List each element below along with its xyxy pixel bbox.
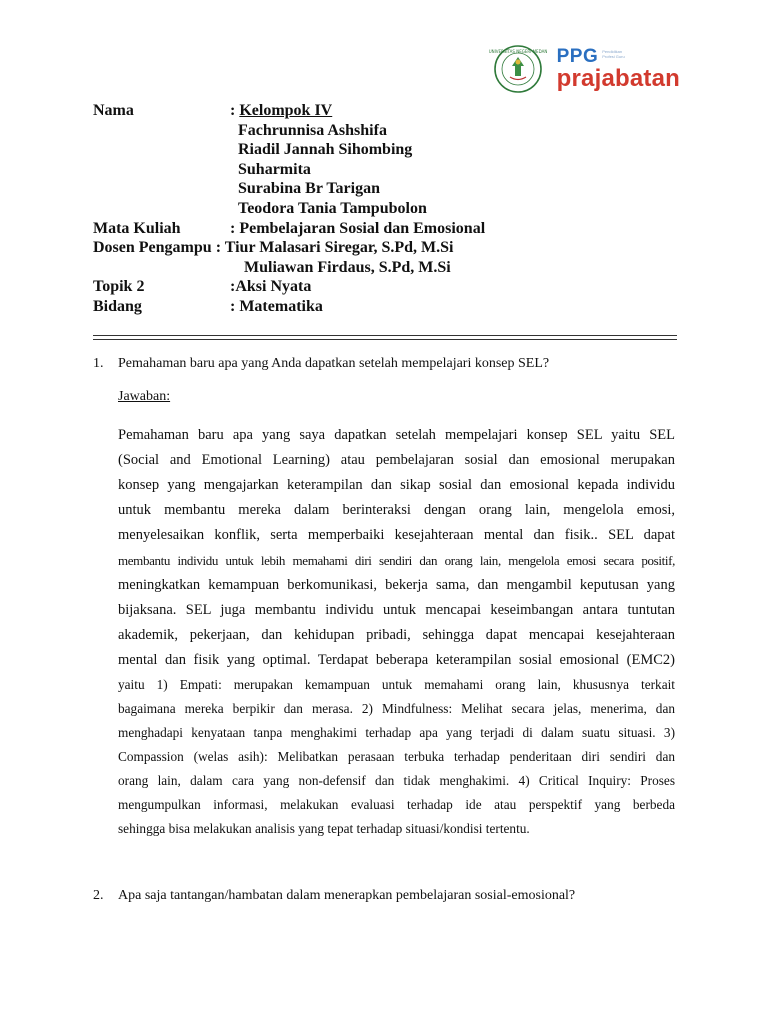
answer-line: untuk membantu mereka dalam berinteraksi dengan orang lain, mengelola emosi, bbox=[118, 502, 675, 518]
answer-line: bijaksana. SEL juga membantu individu untuk mencapai keseimbangan antara tuntutan bbox=[118, 602, 675, 618]
document-header bbox=[93, 101, 693, 317]
question-number: 1. bbox=[93, 356, 104, 371]
member-row bbox=[93, 179, 693, 199]
bidang-label: Bidang bbox=[93, 297, 142, 315]
ppg-prajabatan-logo bbox=[557, 47, 680, 91]
answer-line: mengumpulkan informasi, melakukan evaluasi terhadap ide atau perspektif yang berbeda bbox=[118, 797, 675, 812]
member-name: Teodora Tania Tampubolon bbox=[238, 199, 427, 217]
question-text: Apa saja tantangan/hambatan dalam menerapkan pembelajaran sosial-emosional? bbox=[118, 888, 576, 903]
question-text: Pemahaman baru apa yang Anda dapatkan setelah mempelajari konsep SEL? bbox=[118, 356, 550, 371]
answer-line: Pemahaman baru apa yang saya dapatkan setelah mempelajari konsep SEL yaitu SEL bbox=[118, 427, 675, 443]
member-row bbox=[93, 121, 693, 141]
answer-line: konsep yang mengajarkan keterampilan dan sikap sosial dan emosional kepada individu bbox=[118, 477, 675, 493]
seal-text: UNIVERSITAS NEGERI MEDAN bbox=[488, 49, 547, 54]
answer-label: Jawaban: bbox=[118, 389, 171, 404]
answer-line: bagaimana mereka berpikir dan merasa. 2) Mindfulness: Melihat secara jelas, menerima, dan bbox=[118, 701, 675, 716]
university-seal-icon bbox=[488, 44, 547, 94]
answer-line: Compassion (welas asih): Melibatkan perasaan terbuka terhadap penderitaan diri sendiri dan bbox=[118, 749, 675, 764]
member-row bbox=[93, 160, 693, 180]
mata-kuliah-row bbox=[93, 219, 693, 239]
question-number: 2. bbox=[93, 888, 104, 903]
member-name: Fachrunnisa Ashshifa bbox=[238, 121, 387, 139]
answer-line: menghadapi kenyataan tanpa menghakimi terhadap apa yang terjadi di dalam suatu situasi. 3) bbox=[118, 725, 675, 740]
answer-line: membantu individu untuk lebih memahami diri sendiri dan orang lain, mengelola emosi secara positif, bbox=[118, 553, 675, 568]
topik-value: :Aksi Nyata bbox=[230, 278, 312, 296]
dosen-value-1: : Tiur Malasari Siregar, S.Pd, M.Si bbox=[215, 239, 454, 257]
question-1 bbox=[93, 355, 549, 373]
dosen-row-2 bbox=[93, 258, 693, 278]
member-name: Suharmita bbox=[238, 160, 311, 178]
prajabatan-logo-text: prajabatan bbox=[556, 65, 680, 92]
member-name: Surabina Br Tarigan bbox=[238, 180, 380, 198]
answer-line: orang lain, dalam cara yang non-defensif dan tidak menghakimi. 4) Critical Inquiry: Proses bbox=[118, 773, 675, 788]
bidang-value: : Matematika bbox=[230, 297, 323, 315]
answer-line: akademik, pekerjaan, dan kehidupan pribadi, sehingga dapat mencapai kesejahteraan bbox=[118, 627, 675, 643]
bidang-row bbox=[93, 297, 693, 317]
topik-row bbox=[93, 277, 693, 297]
answer-line: meningkatkan kemampuan berkomunikasi, bekerja sama, dan mengambil keputusan yang bbox=[118, 577, 675, 593]
divider-line bbox=[93, 335, 677, 336]
dosen-label: Dosen Pengampu bbox=[93, 239, 212, 257]
ppg-logo-text: PPG bbox=[556, 46, 599, 67]
topik-label: Topik 2 bbox=[93, 278, 145, 296]
member-row bbox=[93, 199, 693, 219]
answer-line: yaitu 1) Empati: merupakan kemampuan untuk memahami orang lain, khususnya terkait bbox=[118, 677, 675, 692]
nama-row: Nama : Kelompok IV bbox=[93, 102, 333, 119]
mata-kuliah-label: Mata Kuliah bbox=[93, 219, 181, 237]
nama-value: Kelompok IV bbox=[239, 102, 333, 119]
member-row bbox=[93, 140, 693, 160]
answer-paragraph bbox=[118, 423, 675, 841]
answer-line: sehingga bisa melakukan analisis yang tepat terhadap situasi/kondisi tertentu. bbox=[118, 821, 530, 836]
dosen-row bbox=[93, 238, 693, 258]
member-name: Riadil Jannah Sihombing bbox=[238, 141, 413, 159]
ppg-tagline: Pendidikan Profesi Guru bbox=[602, 49, 625, 59]
dosen-value-2: Muliawan Firdaus, S.Pd, M.Si bbox=[244, 258, 451, 276]
divider-line bbox=[93, 339, 677, 340]
answer-line: (Social and Emotional Learning) atau pembelajaran sosial dan emosional merupakan bbox=[118, 452, 675, 468]
answer-line: mental dan fisik yang optimal. Terdapat beberapa keterampilan sosial emosional (EMC2) bbox=[118, 652, 675, 668]
logo-area bbox=[488, 44, 680, 94]
answer-line: menyelesaikan konflik, serta memperbaiki kesejahteraan mental dan fisik.. SEL dapat bbox=[118, 527, 675, 543]
question-2 bbox=[93, 887, 575, 905]
nama-label: Nama bbox=[93, 102, 134, 119]
mata-kuliah-value: : Pembelajaran Sosial dan Emosional bbox=[230, 219, 486, 237]
